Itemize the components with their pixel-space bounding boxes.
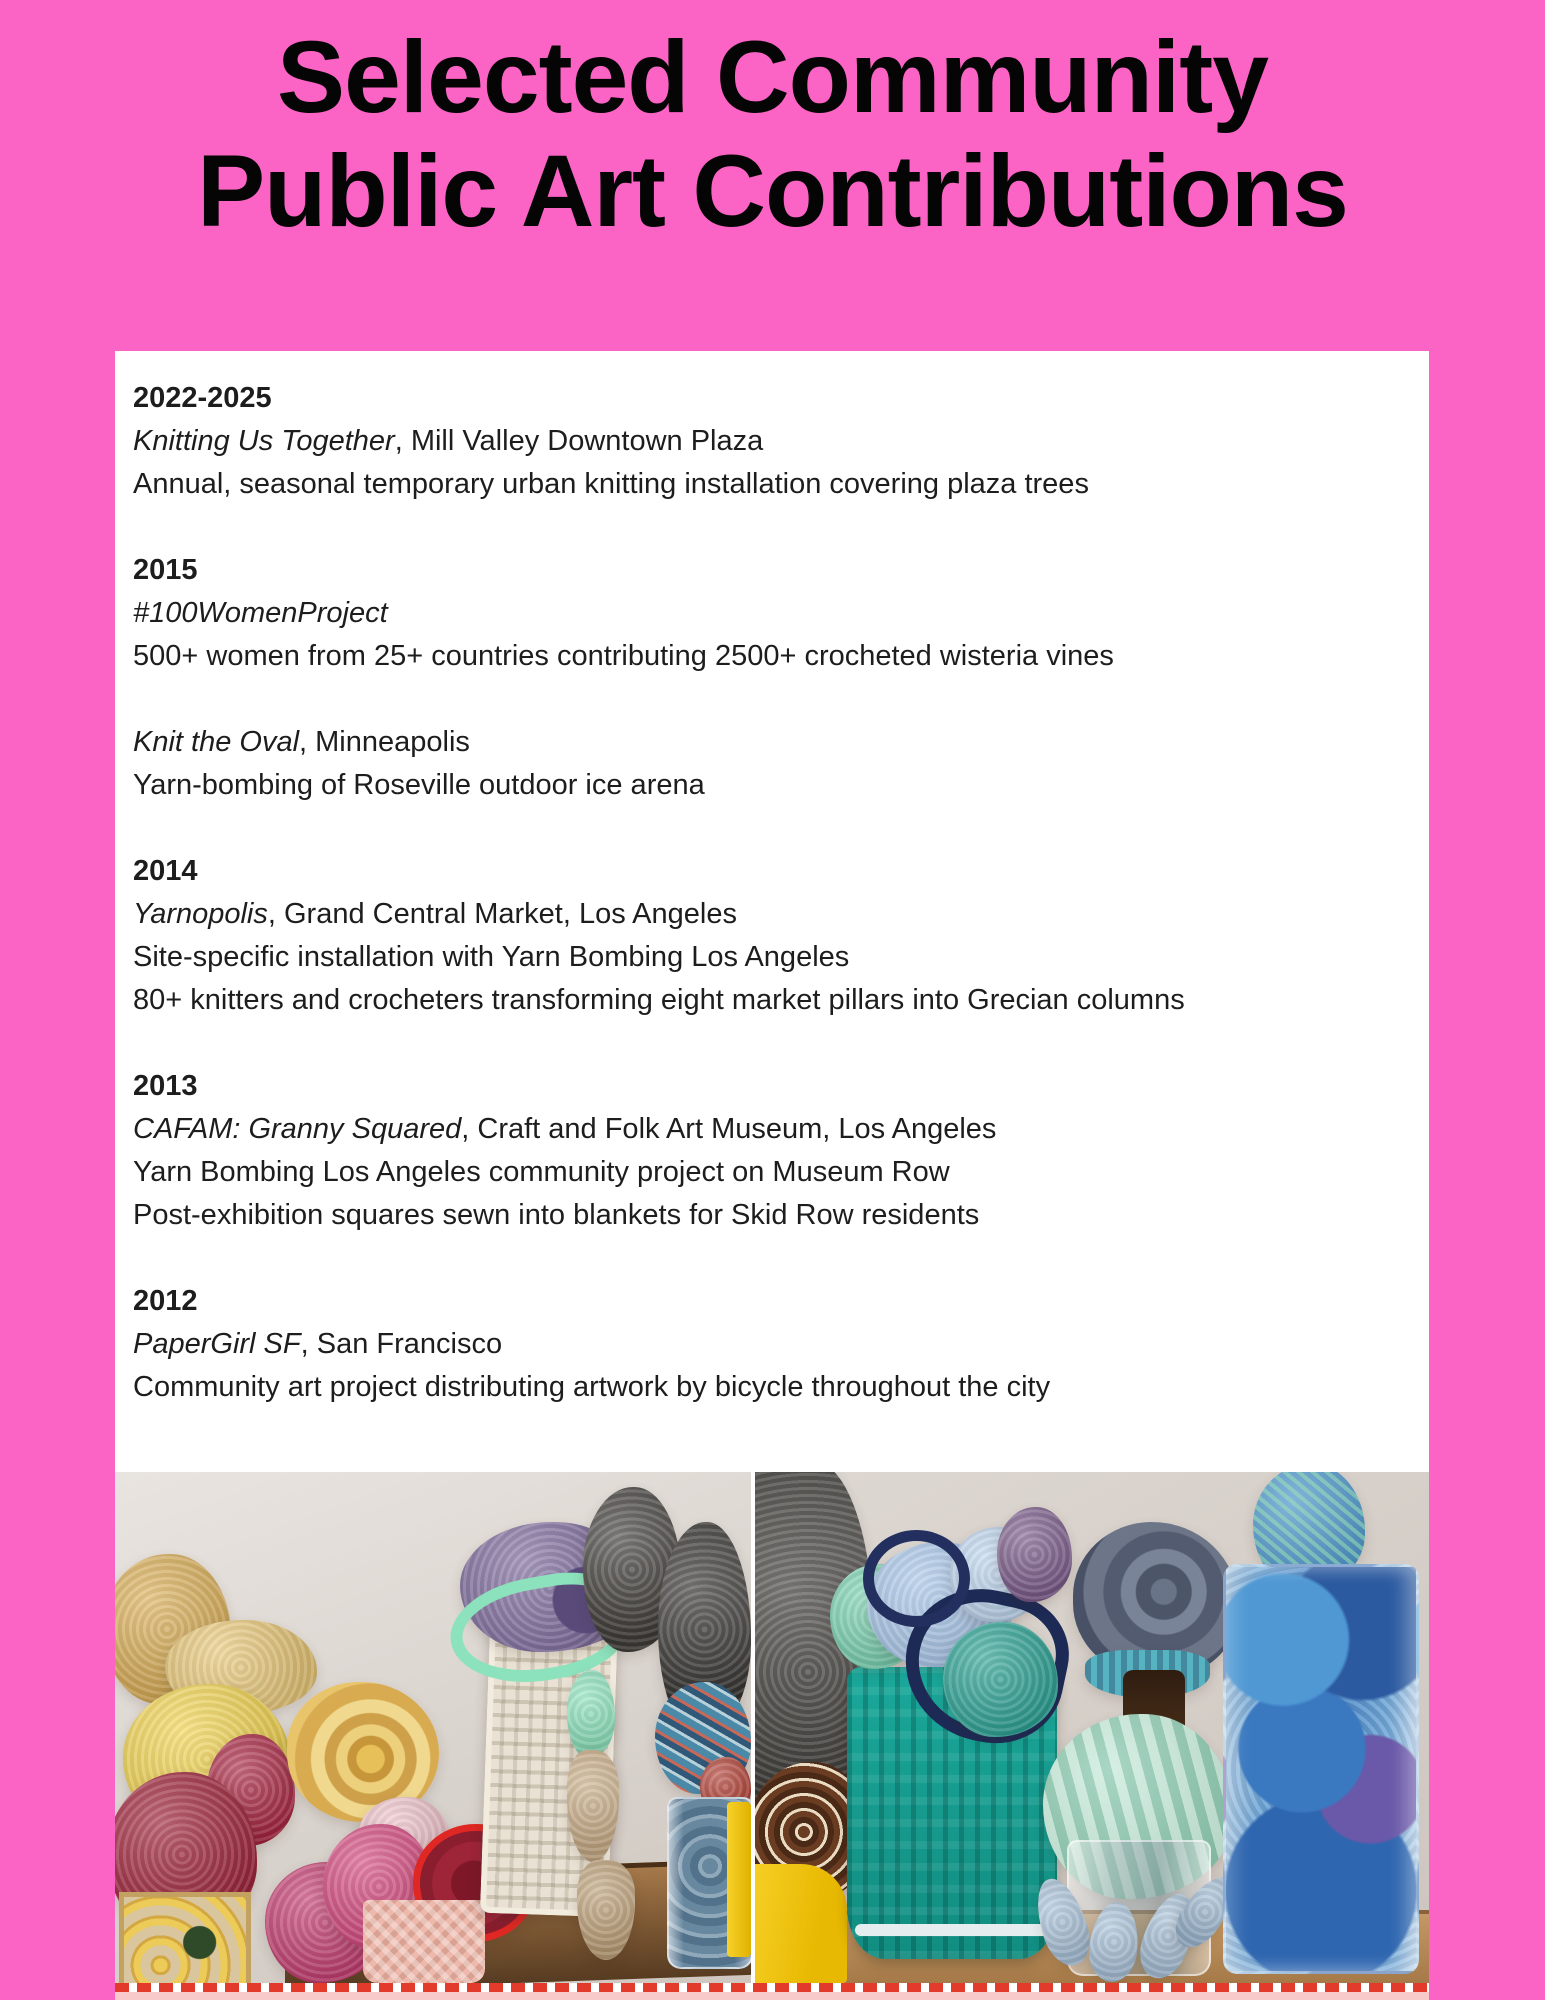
navy-crochet-squiggle-2 bbox=[863, 1530, 970, 1627]
work-item bbox=[133, 1323, 1413, 1409]
contribution-entry bbox=[133, 377, 1413, 506]
work-title: Knitting Us Together bbox=[133, 425, 395, 457]
contribution-entry bbox=[133, 1280, 1413, 1409]
page-title bbox=[0, 20, 1545, 248]
work-details bbox=[133, 463, 1413, 506]
yellow-tin bbox=[727, 1802, 751, 1957]
work-details bbox=[133, 1366, 1413, 1409]
work-detail-line: Annual, seasonal temporary urban knitting installation covering plaza trees bbox=[133, 468, 1089, 500]
work-details bbox=[133, 764, 1413, 807]
mint-crochet-hook bbox=[567, 1670, 615, 1758]
entry-year: 2013 bbox=[133, 1070, 198, 1102]
pink-tape-band bbox=[115, 1992, 1429, 2000]
work-title: #100WomenProject bbox=[133, 597, 388, 629]
purple-coral-top bbox=[997, 1507, 1072, 1602]
work-details bbox=[133, 1151, 1413, 1237]
glass-jar-blue-corals bbox=[1223, 1564, 1419, 1974]
entry-year: 2012 bbox=[133, 1285, 198, 1317]
entry-works bbox=[133, 893, 1413, 1022]
content-sheet bbox=[115, 351, 1429, 2000]
photo-blue-crochet bbox=[755, 1472, 1429, 1983]
work-title-line bbox=[133, 592, 1413, 635]
work-location: , Craft and Folk Art Museum, Los Angeles bbox=[461, 1113, 997, 1145]
contribution-entry bbox=[133, 1065, 1413, 1237]
work-details bbox=[133, 635, 1413, 678]
work-title: Knit the Oval bbox=[133, 726, 300, 758]
work-item bbox=[133, 592, 1413, 678]
work-title-line bbox=[133, 420, 1413, 463]
contributions-list bbox=[133, 377, 1413, 1467]
fruit-crate-label bbox=[119, 1892, 251, 1983]
work-title: Yarnopolis bbox=[133, 898, 268, 930]
work-title-line bbox=[133, 1108, 1413, 1151]
page-title-line2: Public Art Contributions bbox=[197, 134, 1348, 248]
work-location: , Minneapolis bbox=[299, 726, 470, 758]
contribution-entry bbox=[133, 850, 1413, 1022]
entry-year: 2022-2025 bbox=[133, 382, 272, 414]
work-detail-line: 80+ knitters and crocheters transforming eight market pillars into Grecian columns bbox=[133, 984, 1185, 1016]
work-item bbox=[133, 420, 1413, 506]
photo-row bbox=[115, 1472, 1429, 1983]
entry-year: 2014 bbox=[133, 855, 198, 887]
entry-works bbox=[133, 592, 1413, 807]
work-detail-line: Site-specific installation with Yarn Bombing Los Angeles bbox=[133, 941, 850, 973]
entry-works bbox=[133, 1323, 1413, 1409]
photo-warm-crochet bbox=[115, 1472, 751, 1983]
work-detail-line: Yarn Bombing Los Angeles community project on Museum Row bbox=[133, 1156, 950, 1188]
entry-works bbox=[133, 420, 1413, 506]
work-location: , Mill Valley Downtown Plaza bbox=[394, 425, 764, 457]
work-detail-line: Post-exhibition squares sewn into blankets for Skid Row residents bbox=[133, 1199, 980, 1231]
work-title-line bbox=[133, 721, 1413, 764]
work-title-line bbox=[133, 1323, 1413, 1366]
work-item bbox=[133, 893, 1413, 1022]
page-title-line1: Selected Community bbox=[277, 20, 1268, 134]
checkered-tape-border bbox=[115, 1983, 1429, 1992]
basket-white-stripe bbox=[855, 1924, 1049, 1936]
work-detail-line: Yarn-bombing of Roseville outdoor ice arena bbox=[133, 769, 705, 801]
yellow-pot bbox=[755, 1864, 847, 1983]
work-location: , San Francisco bbox=[300, 1328, 503, 1360]
pink-woven-basket bbox=[363, 1900, 485, 1983]
teal-coral-mid bbox=[943, 1622, 1058, 1737]
work-title: CAFAM: Granny Squared bbox=[133, 1113, 462, 1145]
tan-braided-tassel-upper bbox=[567, 1750, 619, 1862]
work-detail-line: Community art project distributing artwork by bicycle throughout the city bbox=[133, 1371, 1051, 1403]
work-title-line bbox=[133, 893, 1413, 936]
entry-works bbox=[133, 1108, 1413, 1237]
contribution-entry bbox=[133, 549, 1413, 807]
entry-year: 2015 bbox=[133, 554, 198, 586]
work-details bbox=[133, 936, 1413, 1022]
work-title: PaperGirl SF bbox=[133, 1328, 301, 1360]
work-location: , Grand Central Market, Los Angeles bbox=[267, 898, 737, 930]
work-detail-line: 500+ women from 25+ countries contributing 2500+ crocheted wisteria vines bbox=[133, 640, 1114, 672]
work-item bbox=[133, 1108, 1413, 1237]
work-item bbox=[133, 721, 1413, 807]
